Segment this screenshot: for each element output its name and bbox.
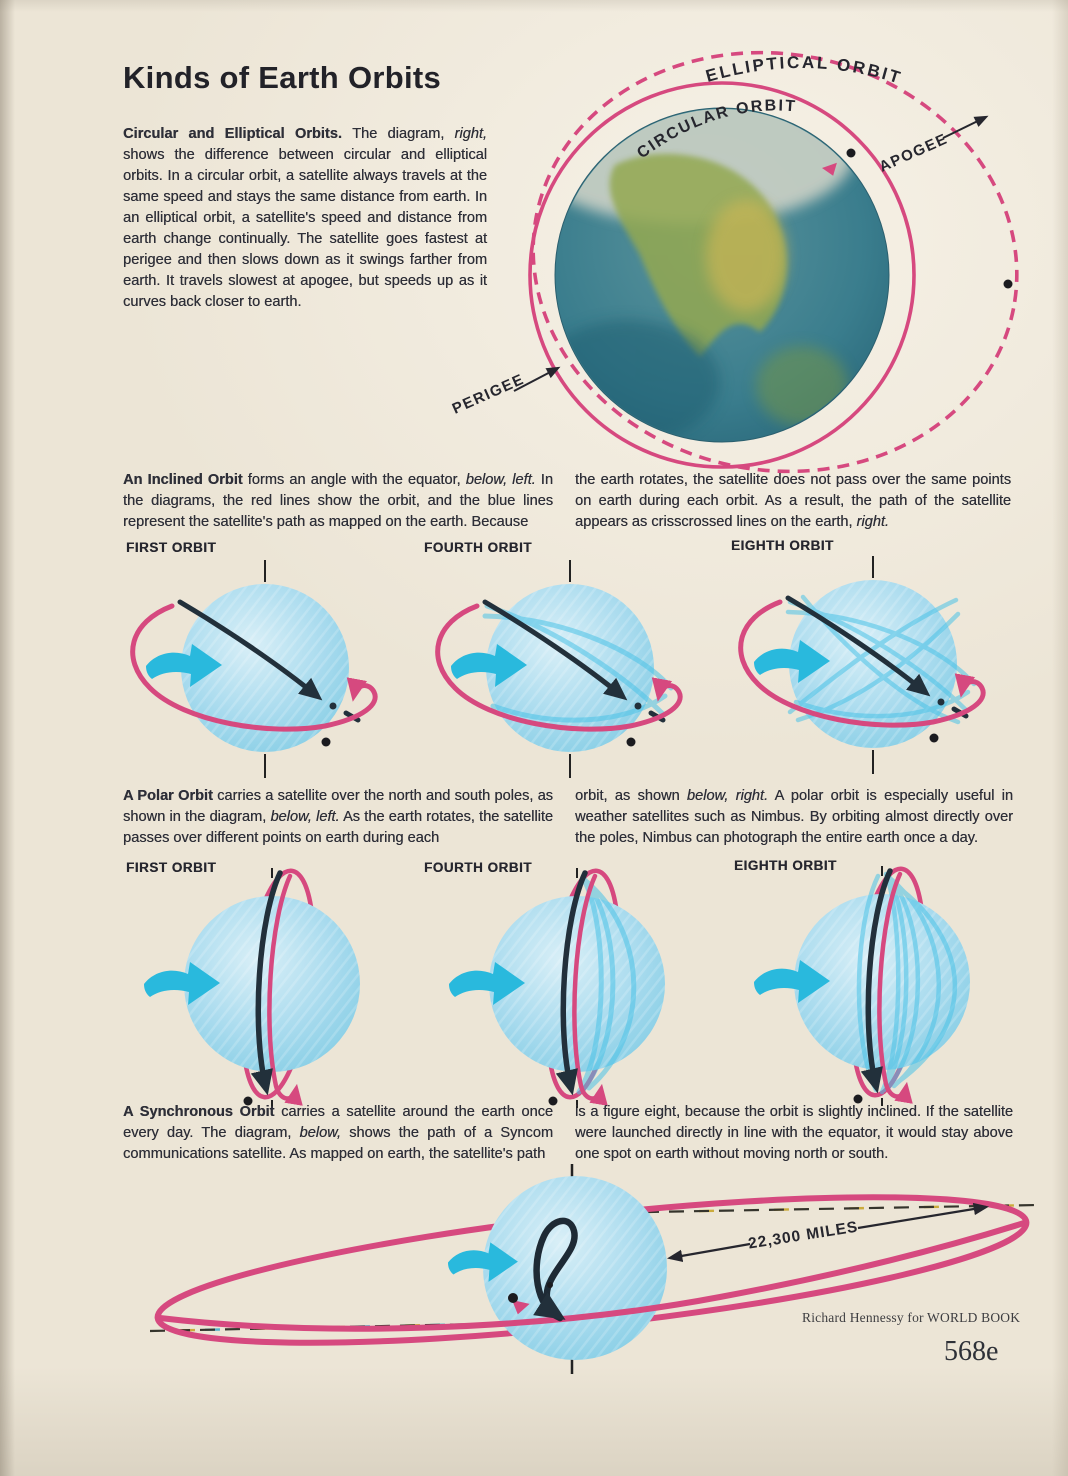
- polar-fourth-orbit-label: FOURTH ORBIT: [424, 860, 532, 875]
- polar-fourth-orbit-globe: [425, 868, 735, 1108]
- illustrator-credit: Richard Hennessy for WORLD BOOK: [802, 1310, 1021, 1325]
- apogee-arrow: [943, 117, 986, 138]
- polar-eighth-orbit-globe: [730, 866, 1040, 1106]
- apogee-label: APOGEE: [876, 130, 951, 176]
- satellite-dot: [508, 1293, 518, 1303]
- paragraph-sync-left: A Synchronous Orbit carries a satellite around the earth once every day. The diagram, below, shows the path of a Syncom communications satellite. As mapped on earth, the satellite's path: [123, 1104, 553, 1162]
- inclined-fourth-orbit-globe: [425, 556, 725, 784]
- satellite-dot: [627, 738, 636, 747]
- paragraph-inclined-left: An Inclined Orbit forms an angle with the equator, below, left. In the diagrams, the red lines show the orbit, and the blue lines represent the satellite's path as mapped on the earth. Because: [123, 472, 553, 530]
- polar-first-orbit-globe: [120, 868, 430, 1108]
- polar-eighth-orbit-label: EIGHTH ORBIT: [734, 858, 837, 873]
- page-number: 568e: [944, 1336, 999, 1367]
- inclined-eighth-orbit-globe: [728, 552, 1028, 780]
- distance-label: 22,300 MILES: [747, 1218, 860, 1253]
- paragraph-inclined-right: the earth rotates, the satellite does not pass over the same points on earth during each orbit. As a result, the path of the satellite appears as crisscrossed lines on the earth, right.: [575, 472, 1011, 530]
- orbit-comparison-diagram: [430, 16, 1068, 476]
- satellite-dot: [1004, 280, 1013, 289]
- elliptical-orbit-label: ELLIPTICAL ORBIT: [703, 52, 905, 88]
- distance-arrow-left: [670, 1244, 750, 1258]
- satellite-dot: [847, 149, 856, 158]
- satellite-dot: [930, 734, 939, 743]
- earth-globe: [525, 80, 889, 444]
- distance-arrow-right: [858, 1207, 986, 1228]
- inclined-eighth-orbit-label: EIGHTH ORBIT: [731, 538, 834, 553]
- inclined-first-orbit-globe: [120, 556, 420, 784]
- paragraph-polar-left: A Polar Orbit carries a satellite over the north and south poles, as shown in the diagram, below, left. As the earth rotates, the satellite passes over different points on earth during each: [123, 788, 553, 846]
- paragraph-sync-right: is a figure eight, because the orbit is slightly inclined. If the satellite were launched directly in line with the equator, it would stay above one spot on earth without moving north or south.: [575, 1104, 1013, 1162]
- polar-first-orbit-label: FIRST ORBIT: [126, 860, 217, 875]
- page-title: Kinds of Earth Orbits: [123, 60, 442, 95]
- inclined-first-orbit-label: FIRST ORBIT: [126, 540, 217, 555]
- synchronous-orbit-diagram: [118, 1158, 1068, 1393]
- paragraph-circular-elliptical: Circular and Elliptical Orbits. The diagram, right, shows the difference between circular and elliptical orbits. In a circular orbit, a satellite always travels at the same speed and stays the same distance from earth. In an elliptical orbit, a satellite's speed and distance from earth change continually. The satellite goes fastest at perigee and then slows down as it swings farther from earth. It travels slowest at apogee, but speeds up as it curves back closer to earth.: [123, 126, 487, 310]
- circular-orbit-label: CIRCULAR ORBIT: [634, 97, 798, 163]
- paragraph-polar-right: orbit, as shown below, right. A polar orbit is especially useful in weather satellites such as Nimbus. By orbiting almost directly over the poles, Nimbus can photograph the entire earth once a day.: [575, 788, 1013, 846]
- perigee-label: PERIGEE: [449, 370, 528, 418]
- satellite-dot: [322, 738, 331, 747]
- inclined-fourth-orbit-label: FOURTH ORBIT: [424, 540, 532, 555]
